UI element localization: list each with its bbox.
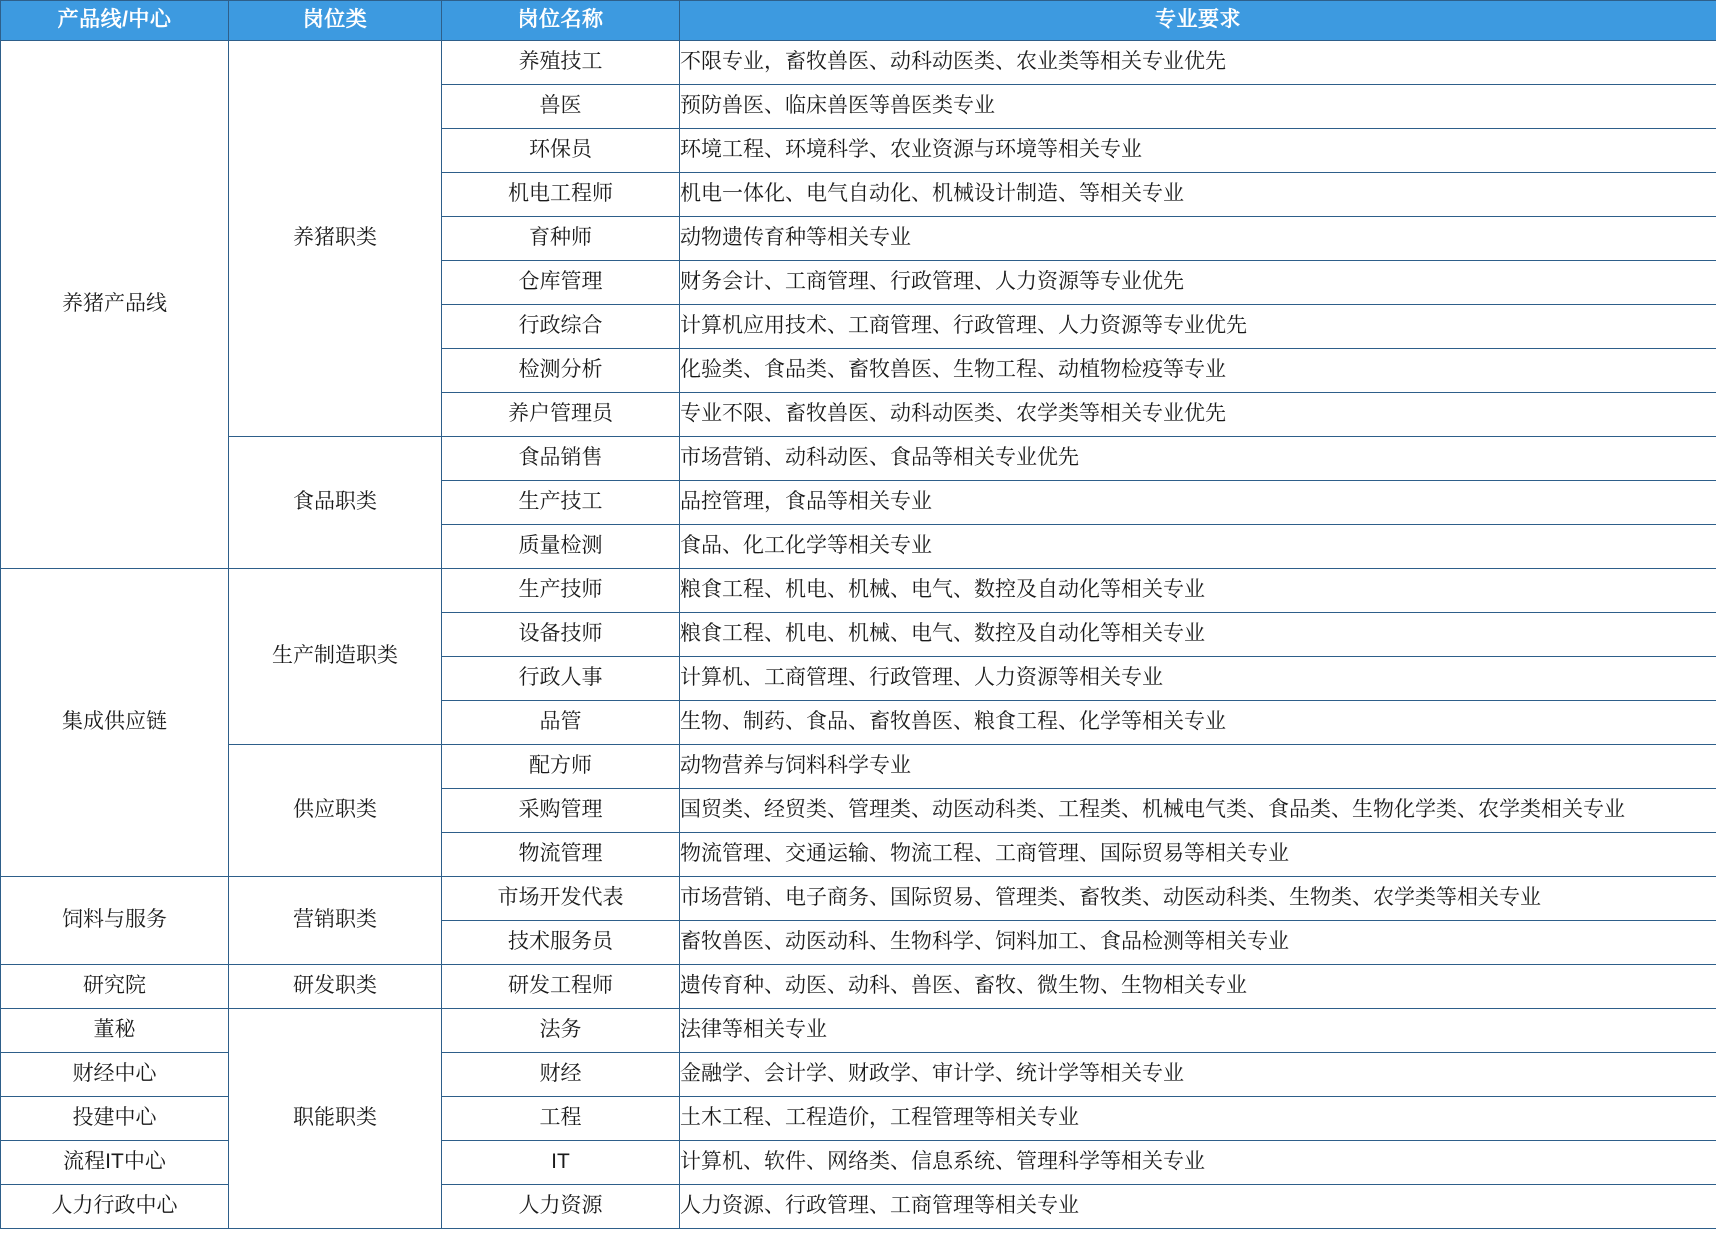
major-requirement-text: 遗传育种、动医、动科、兽医、畜牧、微生物、生物相关专业 [680, 974, 1247, 998]
table-body [1, 41, 1716, 1229]
major-requirement-text: 市场营销、电子商务、国际贸易、管理类、畜牧类、动医动科类、生物类、农学类等相关专业 [680, 886, 1541, 910]
cell-job-title: 机电工程师 [442, 173, 680, 217]
table-row [1, 41, 1716, 85]
cell-job-title: 质量检测 [442, 525, 680, 569]
major-requirement-text: 专业不限、畜牧兽医、动科动医类、农学类等相关专业优先 [680, 402, 1226, 426]
major-requirement-text: 法律等相关专业 [680, 1018, 827, 1042]
major-requirement-text: 粮食工程、机电、机械、电气、数控及自动化等相关专业 [680, 578, 1205, 602]
major-requirement-text: 动物遗传育种等相关专业 [680, 226, 911, 250]
cell-major-requirement [680, 921, 1716, 965]
cell-job-title: 兽医 [442, 85, 680, 129]
cell-major-requirement [680, 85, 1716, 129]
column-header-major-requirement: 专业要求 [680, 1, 1716, 41]
cell-major-requirement [680, 701, 1716, 745]
cell-major-requirement [680, 1141, 1716, 1185]
cell-product-line: 人力行政中心 [1, 1185, 229, 1229]
cell-major-requirement [680, 965, 1716, 1009]
major-requirement-text: 生物、制药、食品、畜牧兽医、粮食工程、化学等相关专业 [680, 710, 1226, 734]
cell-job-title: 法务 [442, 1009, 680, 1053]
major-requirement-text: 土木工程、工程造价，工程管理等相关专业 [680, 1106, 1079, 1130]
table-row [1, 1009, 1716, 1053]
cell-job-title: 生产技工 [442, 481, 680, 525]
cell-major-requirement [680, 1009, 1716, 1053]
major-requirement-text: 动物营养与饲料科学专业 [680, 754, 911, 778]
major-requirement-text: 计算机应用技术、工商管理、行政管理、人力资源等专业优先 [680, 314, 1247, 338]
cell-job-title: 食品销售 [442, 437, 680, 481]
cell-major-requirement [680, 613, 1716, 657]
cell-job-family: 生产制造职类 [229, 569, 442, 745]
cell-product-line: 投建中心 [1, 1097, 229, 1141]
cell-job-title: 研发工程师 [442, 965, 680, 1009]
major-requirement-text: 食品、化工化学等相关专业 [680, 534, 932, 558]
cell-product-line: 集成供应链 [1, 569, 229, 877]
cell-job-title: 行政人事 [442, 657, 680, 701]
cell-major-requirement [680, 261, 1716, 305]
cell-major-requirement [680, 349, 1716, 393]
cell-major-requirement [680, 789, 1716, 833]
cell-job-title: 养殖技工 [442, 41, 680, 85]
major-requirement-text: 畜牧兽医、动医动科、生物科学、饲料加工、食品检测等相关专业 [680, 930, 1289, 954]
cell-product-line: 饲料与服务 [1, 877, 229, 965]
cell-job-title: 技术服务员 [442, 921, 680, 965]
major-requirement-text: 机电一体化、电气自动化、机械设计制造、等相关专业 [680, 182, 1184, 206]
major-requirement-text: 不限专业，畜牧兽医、动科动医类、农业类等相关专业优先 [680, 50, 1226, 74]
cell-product-line: 财经中心 [1, 1053, 229, 1097]
cell-job-family: 职能职类 [229, 1009, 442, 1229]
cell-major-requirement [680, 41, 1716, 85]
cell-job-family: 供应职类 [229, 745, 442, 877]
major-requirement-text: 国贸类、经贸类、管理类、动医动科类、工程类、机械电气类、食品类、生物化学类、农学类相关专业 [680, 798, 1625, 822]
major-requirement-text: 市场营销、动科动医、食品等相关专业优先 [680, 446, 1079, 470]
cell-job-title: 采购管理 [442, 789, 680, 833]
cell-major-requirement [680, 437, 1716, 481]
cell-product-line: 研究院 [1, 965, 229, 1009]
cell-major-requirement [680, 833, 1716, 877]
cell-job-title: 人力资源 [442, 1185, 680, 1229]
cell-major-requirement [680, 217, 1716, 261]
cell-major-requirement [680, 525, 1716, 569]
cell-job-title: 养户管理员 [442, 393, 680, 437]
table-row [1, 569, 1716, 613]
cell-job-title: 环保员 [442, 129, 680, 173]
cell-job-family: 研发职类 [229, 965, 442, 1009]
cell-major-requirement [680, 877, 1716, 921]
header-row [1, 1, 1716, 41]
cell-major-requirement [680, 1053, 1716, 1097]
column-header-product-line: 产品线/中心 [1, 1, 229, 41]
major-requirement-text: 品控管理，食品等相关专业 [680, 490, 932, 514]
cell-major-requirement [680, 569, 1716, 613]
cell-major-requirement [680, 657, 1716, 701]
major-requirement-text: 金融学、会计学、财政学、审计学、统计学等相关专业 [680, 1062, 1184, 1086]
cell-job-title: 配方师 [442, 745, 680, 789]
cell-job-family: 养猪职类 [229, 41, 442, 437]
cell-job-family: 食品职类 [229, 437, 442, 569]
cell-major-requirement [680, 305, 1716, 349]
cell-job-title: 品管 [442, 701, 680, 745]
major-requirement-text: 计算机、工商管理、行政管理、人力资源等相关专业 [680, 666, 1163, 690]
cell-job-title: 育种师 [442, 217, 680, 261]
major-requirement-text: 物流管理、交通运输、物流工程、工商管理、国际贸易等相关专业 [680, 842, 1289, 866]
cell-job-title: 设备技师 [442, 613, 680, 657]
cell-job-title: 市场开发代表 [442, 877, 680, 921]
major-requirement-text: 粮食工程、机电、机械、电气、数控及自动化等相关专业 [680, 622, 1205, 646]
table-row [1, 437, 1716, 481]
cell-product-line: 董秘 [1, 1009, 229, 1053]
cell-job-title: 生产技师 [442, 569, 680, 613]
major-requirement-text: 财务会计、工商管理、行政管理、人力资源等专业优先 [680, 270, 1184, 294]
cell-job-title: 行政综合 [442, 305, 680, 349]
cell-product-line: 流程IT中心 [1, 1141, 229, 1185]
cell-job-title: 工程 [442, 1097, 680, 1141]
major-requirement-text: 人力资源、行政管理、工商管理等相关专业 [680, 1194, 1079, 1218]
cell-major-requirement [680, 129, 1716, 173]
major-requirement-text: 环境工程、环境科学、农业资源与环境等相关专业 [680, 138, 1142, 162]
major-requirement-text: 计算机、软件、网络类、信息系统、管理科学等相关专业 [680, 1150, 1205, 1174]
cell-job-title: 物流管理 [442, 833, 680, 877]
cell-major-requirement [680, 1097, 1716, 1141]
cell-major-requirement [680, 1185, 1716, 1229]
cell-product-line: 养猪产品线 [1, 41, 229, 569]
table-header [1, 1, 1716, 41]
cell-job-title: IT [442, 1141, 680, 1185]
table-row [1, 745, 1716, 789]
cell-major-requirement [680, 745, 1716, 789]
cell-job-family: 营销职类 [229, 877, 442, 965]
major-requirement-text: 预防兽医、临床兽医等兽医类专业 [680, 94, 995, 118]
cell-job-title: 财经 [442, 1053, 680, 1097]
cell-job-title: 检测分析 [442, 349, 680, 393]
cell-job-title: 仓库管理 [442, 261, 680, 305]
cell-major-requirement [680, 393, 1716, 437]
column-header-job-title: 岗位名称 [442, 1, 680, 41]
cell-major-requirement [680, 481, 1716, 525]
cell-major-requirement [680, 173, 1716, 217]
table-row [1, 965, 1716, 1009]
table-row [1, 877, 1716, 921]
column-header-job-family: 岗位类 [229, 1, 442, 41]
major-requirement-text: 化验类、食品类、畜牧兽医、生物工程、动植物检疫等专业 [680, 358, 1226, 382]
